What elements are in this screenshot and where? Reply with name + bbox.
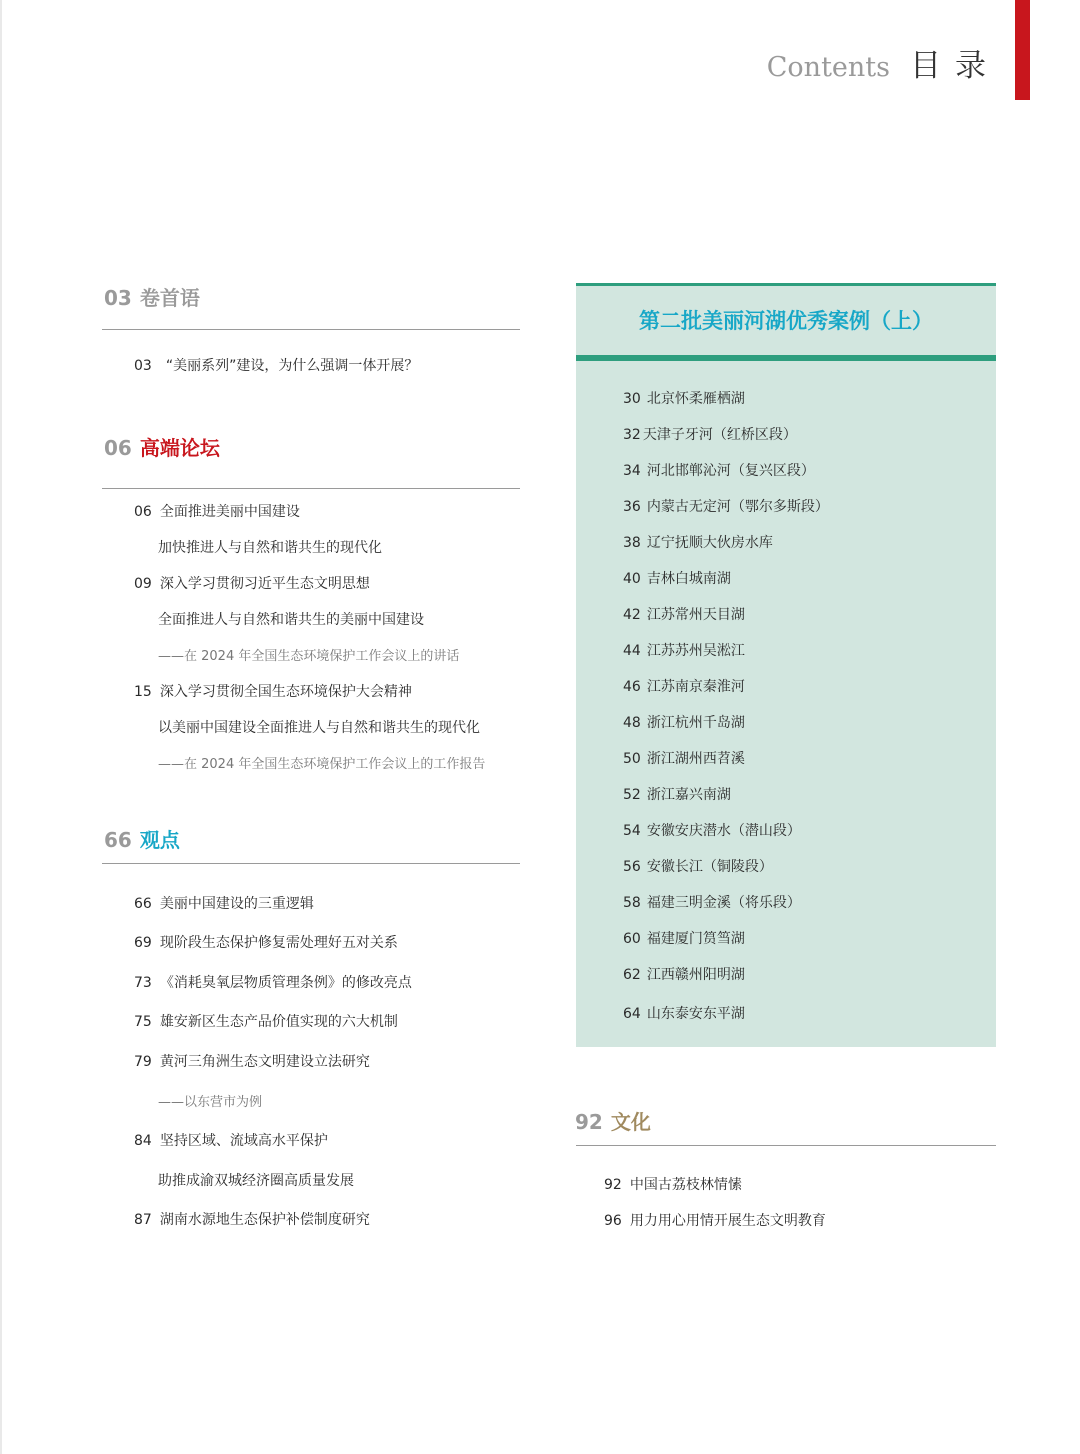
section-title: 观点 xyxy=(139,828,180,852)
page-number: 84 xyxy=(134,1133,152,1149)
page-number: 03 xyxy=(134,358,152,374)
page-number: 96 xyxy=(604,1213,622,1229)
page-number: 56 xyxy=(623,859,641,875)
entry-title: 吉林白城南湖 xyxy=(646,571,731,587)
toc-entry[interactable] xyxy=(134,1011,398,1031)
toc-entry[interactable] xyxy=(134,932,398,952)
section-title: 高端论坛 xyxy=(139,436,220,460)
entry-title: 用力用心用情开展生态文明教育 xyxy=(629,1213,826,1229)
entry-title: 浙江湖州西苕溪 xyxy=(646,751,745,767)
entry-subtitle[interactable]: 助推成渝双城经济圈高质量发展 xyxy=(158,1173,354,1189)
feature-entry[interactable] xyxy=(623,856,773,876)
section-divider xyxy=(576,1145,996,1146)
section-header-foreword xyxy=(104,282,200,311)
page-number: 92 xyxy=(604,1177,622,1193)
feature-entry[interactable] xyxy=(623,784,731,804)
feature-panel xyxy=(576,283,996,1047)
page-edge xyxy=(0,0,2,1454)
entry-title: 湖南水源地生态保护补偿制度研究 xyxy=(159,1212,370,1228)
feature-entry[interactable] xyxy=(623,964,745,984)
page-number: 64 xyxy=(623,1006,641,1022)
entry-subtitle[interactable]: 以美丽中国建设全面推进人与自然和谐共生的现代化 xyxy=(158,720,480,736)
toc-entry[interactable] xyxy=(604,1174,742,1194)
page-number: 36 xyxy=(623,499,641,515)
section-number: 66 xyxy=(104,828,132,852)
page-number: 48 xyxy=(623,715,641,731)
feature-entry[interactable] xyxy=(623,496,829,516)
entry-note: ——以东营市为例 xyxy=(158,1095,263,1110)
entry-subtitle[interactable]: 全面推进人与自然和谐共生的美丽中国建设 xyxy=(158,612,424,628)
feature-entry[interactable] xyxy=(623,532,773,552)
section-divider xyxy=(102,863,520,864)
entry-title: 《消耗臭氧层物质管理条例》的修改亮点 xyxy=(159,975,412,991)
entry-title: 雄安新区生态产品价值实现的六大机制 xyxy=(159,1014,398,1030)
section-divider xyxy=(102,488,520,489)
entry-title: 现阶段生态保护修复需处理好五对关系 xyxy=(159,935,398,951)
page-number: 38 xyxy=(623,535,641,551)
page-number: 15 xyxy=(134,684,152,700)
page-number: 79 xyxy=(134,1054,152,1070)
contents-label-en: Contents xyxy=(766,52,890,83)
feature-entry[interactable] xyxy=(623,712,745,732)
entry-subtitle[interactable]: 加快推进人与自然和谐共生的现代化 xyxy=(158,540,382,556)
toc-entry[interactable] xyxy=(134,1051,370,1071)
red-accent-bar xyxy=(1015,0,1030,100)
page-number: 60 xyxy=(623,931,641,947)
page-number: 40 xyxy=(623,571,641,587)
toc-entry[interactable] xyxy=(604,1210,826,1230)
entry-title: 北京怀柔雁栖湖 xyxy=(646,391,745,407)
entry-title: 中国古荔枝林情愫 xyxy=(629,1177,742,1193)
page-number: 32 xyxy=(623,427,641,443)
page-number: 58 xyxy=(623,895,641,911)
page-number: 09 xyxy=(134,576,152,592)
entry-note: ——在 2024 年全国生态环境保护工作会议上的工作报告 xyxy=(158,757,486,772)
feature-entry[interactable] xyxy=(623,820,801,840)
feature-entry[interactable] xyxy=(623,460,815,480)
page-number: 75 xyxy=(134,1014,152,1030)
feature-title-underline xyxy=(576,355,996,361)
page-number: 87 xyxy=(134,1212,152,1228)
toc-entry[interactable] xyxy=(134,893,314,913)
entry-title: 山东泰安东平湖 xyxy=(646,1006,745,1022)
entry-title: 全面推进美丽中国建设 xyxy=(159,504,300,520)
section-number: 92 xyxy=(575,1110,603,1134)
entry-title: 黄河三角洲生态文明建设立法研究 xyxy=(159,1054,370,1070)
entry-title: 福建三明金溪（将乐段） xyxy=(646,895,801,911)
feature-top-line xyxy=(576,283,996,286)
contents-label-zh: 目录 xyxy=(910,48,1000,84)
page-number: 34 xyxy=(623,463,641,479)
page-number: 66 xyxy=(134,896,152,912)
entry-title: 安徽安庆潜水（潜山段） xyxy=(646,823,801,839)
section-header-views xyxy=(104,824,180,853)
page-number: 44 xyxy=(623,643,641,659)
page-header xyxy=(767,40,1000,85)
entry-title: 江苏南京秦淮河 xyxy=(646,679,745,695)
page-number: 42 xyxy=(623,607,641,623)
feature-entry[interactable] xyxy=(623,640,745,660)
page-number: 73 xyxy=(134,975,152,991)
section-title: 卷首语 xyxy=(139,286,200,310)
toc-entry[interactable] xyxy=(134,1130,328,1150)
entry-title: 内蒙古无定河（鄂尔多斯段） xyxy=(646,499,829,515)
feature-entry[interactable] xyxy=(623,388,745,408)
feature-title: 第二批美丽河湖优秀案例（上） xyxy=(639,309,933,333)
section-title: 文化 xyxy=(610,1110,651,1134)
entry-title: 深入学习贯彻习近平生态文明思想 xyxy=(159,576,370,592)
entry-title: 浙江杭州千岛湖 xyxy=(646,715,745,731)
entry-title: 深入学习贯彻全国生态环境保护大会精神 xyxy=(159,684,412,700)
entry-title: 江苏常州天目湖 xyxy=(646,607,745,623)
page-number: 52 xyxy=(623,787,641,803)
feature-entry[interactable] xyxy=(623,424,797,444)
toc-entry[interactable] xyxy=(134,355,418,375)
page-number: 62 xyxy=(623,967,641,983)
page-number: 46 xyxy=(623,679,641,695)
feature-entry[interactable] xyxy=(623,1003,745,1023)
entry-title: 福建厦门筼筜湖 xyxy=(646,931,745,947)
page-number: 50 xyxy=(623,751,641,767)
toc-entry[interactable] xyxy=(134,972,412,992)
feature-entry[interactable] xyxy=(623,568,731,588)
entry-title: 安徽长江（铜陵段） xyxy=(646,859,773,875)
page-number: 30 xyxy=(623,391,641,407)
feature-entry[interactable] xyxy=(623,604,745,624)
feature-entry[interactable] xyxy=(623,928,745,948)
page-number: 69 xyxy=(134,935,152,951)
feature-entry[interactable] xyxy=(623,748,745,768)
entry-title: 江西赣州阳明湖 xyxy=(646,967,745,983)
entry-title: 浙江嘉兴南湖 xyxy=(646,787,731,803)
entry-title: 江苏苏州吴淞江 xyxy=(646,643,745,659)
toc-entry[interactable] xyxy=(134,681,412,701)
section-divider xyxy=(102,329,520,330)
section-number: 06 xyxy=(104,436,132,460)
page-number: 06 xyxy=(134,504,152,520)
entry-title: “美丽系列”建设，为什么强调一体开展？ xyxy=(165,358,419,374)
toc-entry[interactable] xyxy=(134,1209,370,1229)
page-number: 54 xyxy=(623,823,641,839)
entry-title: 辽宁抚顺大伙房水库 xyxy=(646,535,773,551)
entry-title: 河北邯郸沁河（复兴区段） xyxy=(646,463,815,479)
toc-entry[interactable] xyxy=(134,573,370,593)
feature-entry[interactable] xyxy=(623,892,801,912)
section-number: 03 xyxy=(104,286,132,310)
section-header-culture xyxy=(575,1106,651,1135)
entry-title: 美丽中国建设的三重逻辑 xyxy=(159,896,314,912)
feature-entry[interactable] xyxy=(623,676,745,696)
toc-entry[interactable] xyxy=(134,501,300,521)
section-header-forum xyxy=(104,432,220,461)
entry-title: 天津子牙河（红桥区段） xyxy=(642,427,797,443)
entry-title: 坚持区域、流域高水平保护 xyxy=(159,1133,328,1149)
entry-note: ——在 2024 年全国生态环境保护工作会议上的讲话 xyxy=(158,649,460,664)
